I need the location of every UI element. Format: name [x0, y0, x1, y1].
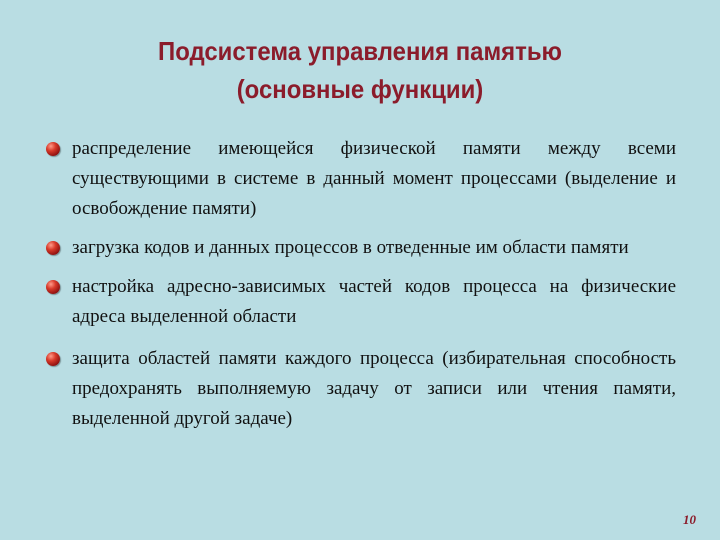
- bullet-item-code-loading: [46, 233, 676, 263]
- bullet-text: настройка адресно-зависимых частей кодов процесса на физические адреса выделенной области: [72, 276, 676, 327]
- page-number: 10: [683, 512, 696, 527]
- slide-title-line-2: (основные функции): [236, 74, 484, 104]
- slide-title-line-1: Подсистема управления памятью: [158, 36, 562, 66]
- bullet-list: [46, 134, 676, 443]
- red-sphere-bullet-icon: [46, 241, 60, 255]
- bullet-text: распределение имеющейся физической памяти между всеми существующими в системе в данный момент процессами (выделение и освобождение памяти): [72, 138, 676, 219]
- bullet-item-address-binding: [46, 272, 676, 332]
- red-sphere-bullet-icon: [46, 142, 60, 156]
- slide-title: [29, 32, 691, 108]
- bullet-item-memory-allocation: [46, 134, 676, 224]
- red-sphere-bullet-icon: [46, 352, 60, 366]
- bullet-item-memory-protection: [46, 344, 676, 434]
- bullet-text: защита областей памяти каждого процесса (избирательная способность предохранять выполняемую задачу от записи или чтения памяти, выделенной другой задаче): [72, 348, 676, 429]
- red-sphere-bullet-icon: [46, 280, 60, 294]
- bullet-text: загрузка кодов и данных процессов в отведенные им области памяти: [72, 237, 629, 258]
